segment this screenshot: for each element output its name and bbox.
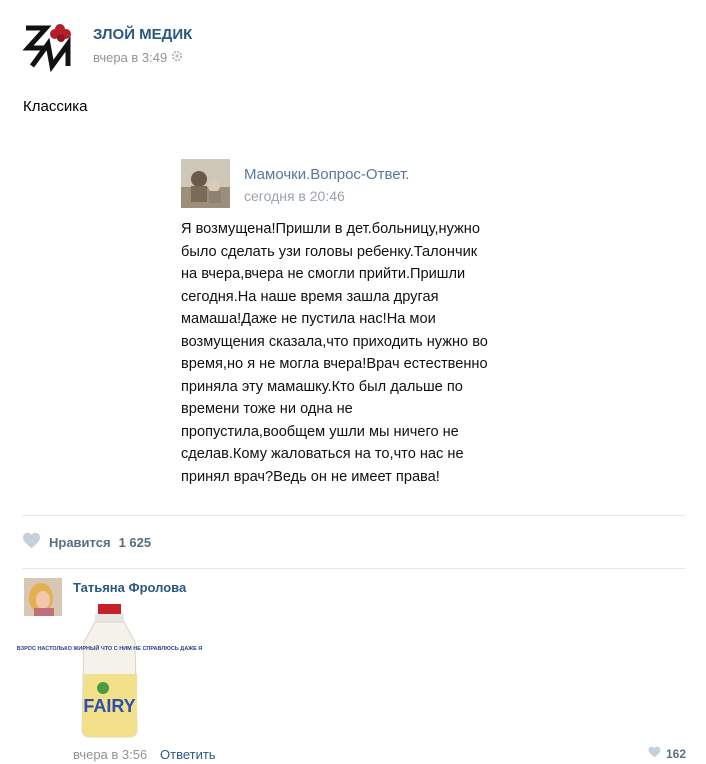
divider <box>22 515 685 516</box>
heart-icon <box>22 532 41 552</box>
divider <box>22 568 685 569</box>
post-timestamp[interactable] <box>93 50 183 65</box>
comment-timestamp[interactable]: вчера в 3:56 <box>73 747 148 762</box>
post-text: Классика <box>23 98 88 115</box>
post-time-text: вчера в 3:49 <box>93 50 168 65</box>
fairy-logo-text: FAIRY <box>83 696 136 716</box>
comment-like-button[interactable] <box>648 746 686 761</box>
community-name: Мамочки.Вопрос-Ответ. <box>244 166 410 183</box>
heart-icon <box>648 746 661 761</box>
reply-button[interactable]: Ответить <box>160 747 216 762</box>
comment-like-count: 162 <box>666 746 687 761</box>
community-avatar <box>181 159 230 208</box>
comment-avatar[interactable] <box>24 578 62 616</box>
community-post-time: сегодня в 20:46 <box>244 188 345 204</box>
comment-image-caption: ВЗРОС НАСТОЛЬКО ЖИРНЫЙ ЧТО С НИМ НЕ СПРАВЛЮСЬ ДАЖЕ Я <box>16 646 203 652</box>
post-image[interactable] <box>166 148 538 504</box>
comment-author-link[interactable]: Татьяна Фролова <box>73 580 187 595</box>
like-button[interactable] <box>22 532 151 552</box>
gear-icon[interactable] <box>171 50 183 65</box>
group-name-link[interactable]: ЗЛОЙ МЕДИК <box>93 26 193 43</box>
embedded-post-text: Я возмущена!Пришли в дет.больницу,нужно было сделать узи головы ребенку.Талончик на вчера,вчера не смогли прийти.Пришли сегодня.На наше время зашла другая мамаша!Даже не пустила нас!На мои возмущения сказала,что приходить нужно во время,но я не могла вчера!Врач естественно приняла эту мамашку.Кто был дальше по времени тоже ни одна не пропустила,вообщем ушли мы ничего не сделав.Кому жаловаться на то,что нас не принял врач?Ведь он не имеет права! <box>181 221 488 485</box>
comment-image[interactable] <box>16 604 203 739</box>
like-count: 1 625 <box>118 534 152 550</box>
like-label: Нравится <box>49 534 111 550</box>
group-avatar[interactable] <box>22 20 74 70</box>
